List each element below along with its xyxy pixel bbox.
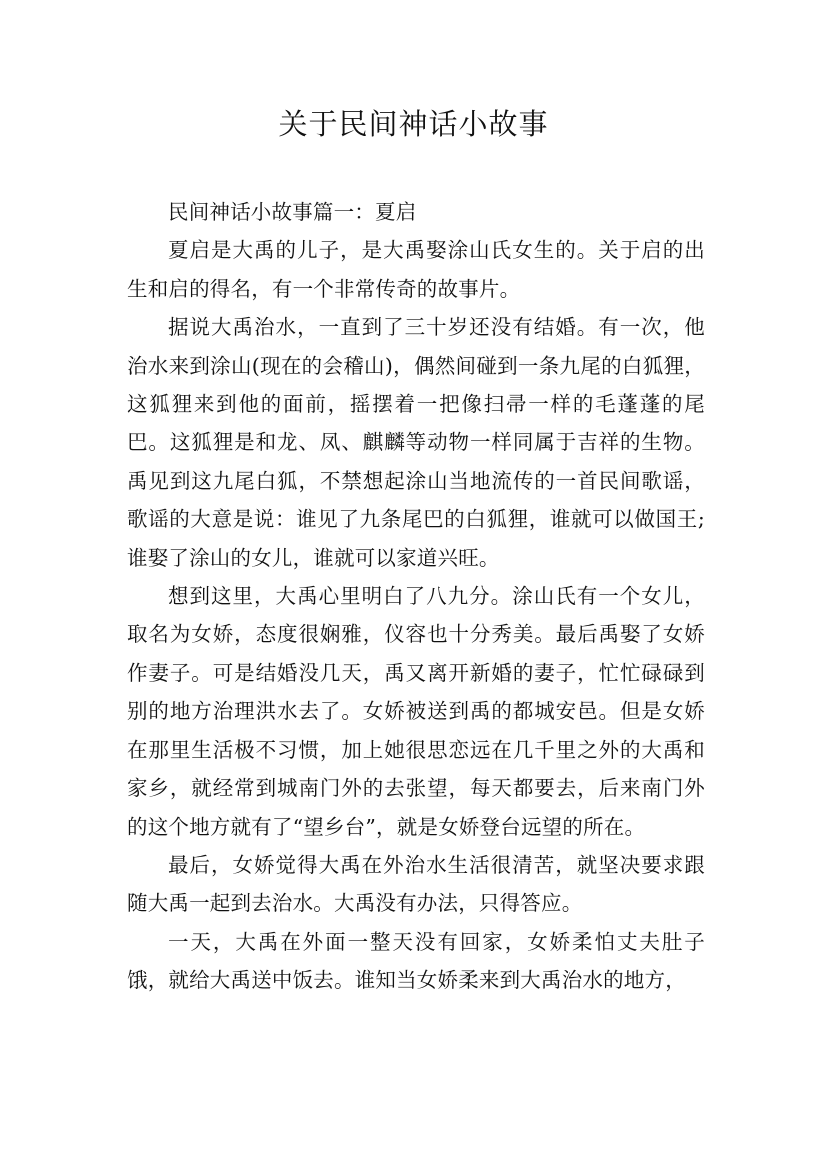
- document-body: [127, 193, 705, 1000]
- paragraph: 想到这里，大禹心里明白了八九分。涂山氏有一个女儿，取名为女娇，态度很娴雅，仪容也十分秀美。最后禹娶了女娇作妻子。可是结婚没几天，禹又离开新婚的妻子，忙忙碌碌到别的地方治理洪水去了。女娇被送到禹的都城安邑。但是女娇在那里生活极不习惯，加上她很思恋远在几千里之外的大禹和家乡，就经常到城南门外的去张望，每天都要去，后来南门外的这个地方就有了“望乡台”，就是女娇登台远望的所在。: [127, 584, 705, 839]
- section-heading: 民间神话小故事篇一：夏启: [168, 200, 417, 224]
- paragraph: 据说大禹治水，一直到了三十岁还没有结婚。有一次，他治水来到涂山(现在的会稽山)，偶然间碰到一条九尾的白狐狸，这狐狸来到他的面前，摇摆着一把像扫帚一样的毛蓬蓬的尾巴。这狐狸是和龙、凤、麒麟等动物一样同属于吉祥的生物。禹见到这九尾白狐，不禁想起涂山当地流传的一首民间歌谣，歌谣的大意是说：谁见了九条尾巴的白狐狸，谁就可以做国王;谁娶了涂山的女儿，谁就可以家道兴旺。: [127, 315, 705, 570]
- paragraph: 一天，大禹在外面一整天没有回家，女娇柔怕丈夫肚子饿，就给大禹送中饭去。谁知当女娇柔来到大禹治水的地方，: [127, 929, 705, 993]
- paragraph: 夏启是大禹的儿子，是大禹娶涂山氏女生的。关于启的出生和启的得名，有一个非常传奇的故事片。: [127, 238, 705, 301]
- paragraph: 最后，女娇觉得大禹在外治水生活很清苦，就坚决要求跟随大禹一起到去治水。大禹没有办法，只得答应。: [127, 852, 705, 916]
- document-title: 关于民间神话小故事: [278, 107, 549, 141]
